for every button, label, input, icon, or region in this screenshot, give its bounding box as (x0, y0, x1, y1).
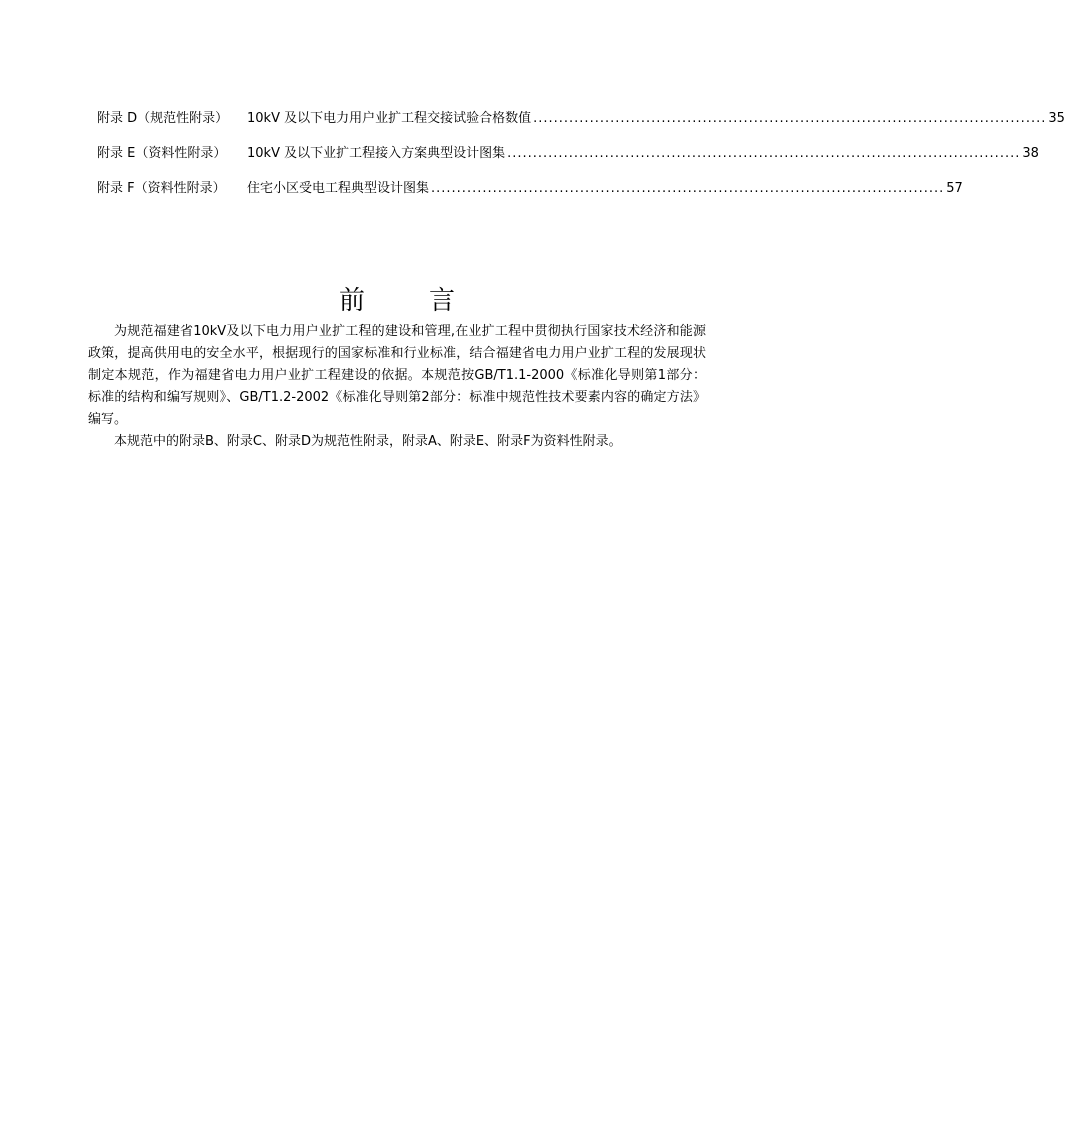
toc-entry-page: 35 (1048, 111, 1065, 126)
toc-leader-dots: .................................................................................................... (507, 146, 1021, 161)
toc-entry-label: 附录 D（规范性附录） (97, 111, 229, 126)
toc-leader-dots: .................................................................................................... (533, 111, 1047, 126)
toc-leader-dots: .................................................................................................... (431, 181, 945, 196)
toc-entry-appendix-d[interactable] (97, 108, 1065, 143)
toc-entry-title: 住宅小区受电工程典型设计图集 (247, 181, 430, 196)
preface-paragraph: 本规范中的附录B、附录C、附录D为规范性附录，附录A、附录E、附录F为资料性附录。 (114, 434, 622, 449)
toc-entry-appendix-e[interactable] (97, 143, 1039, 178)
toc-entry-label: 附录 F（资料性附录） (97, 181, 226, 196)
preface-body (88, 321, 706, 453)
preface-paragraph: 为规范福建省10kV及以下电力用户业扩工程的建设和管理,在业扩工程中贯彻执行国家技术经济和能源政策，提高供用电的安全水平，根据现行的国家标准和行业标准，结合福建省电力用户业扩工程的发展现状制定本规范，作为福建省电力用户业扩工程建设的依据。本规范按GB/T1.1-2000《标准化导则第1部分：标准的结构和编写规则》、GB/T1.2-2002《标准化导则第2部分：标准中规范性技术要素内容的确定方法》编写。 (88, 324, 706, 427)
toc-entry-appendix-f[interactable] (97, 178, 963, 213)
toc-entry-title: 10kV 及以下电力用户业扩工程交接试验合格数值 (247, 111, 532, 126)
toc-entry-title: 10kV 及以下业扩工程接入方案典型设计图集 (247, 146, 506, 161)
toc-entry-page: 57 (946, 181, 963, 196)
toc-entry-label: 附录 E（资料性附录） (97, 146, 227, 161)
preface-heading: 前言 (338, 286, 519, 316)
table-of-contents (97, 108, 1065, 213)
toc-entry-page: 38 (1022, 146, 1039, 161)
